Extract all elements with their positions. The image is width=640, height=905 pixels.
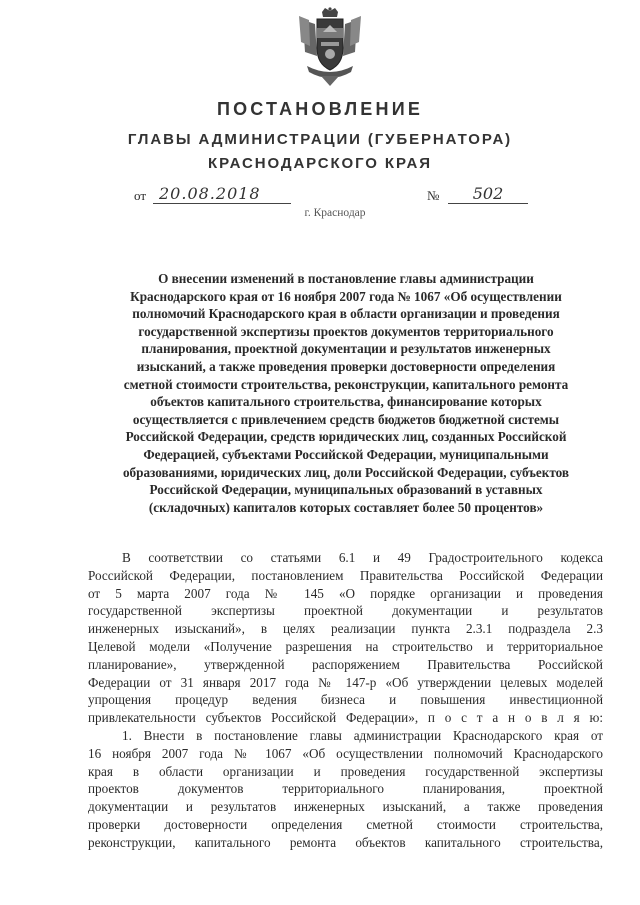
body-line: Федерации от 31 января 2017 года № 147-р «Об утверждении целевых моделей: [88, 674, 603, 690]
body-line: упрощения процедур ведения бизнеса и повышения инвестиционной: [88, 692, 603, 708]
document-heading: [86, 270, 606, 516]
body-line: Целевой модели «Получение разрешения на строительство и территориальное: [88, 638, 603, 654]
heading-line: образованиями, юридических лиц, доли Российской Федерации, субъектов: [122, 464, 570, 480]
heading-line: государственной экспертизы проектов документов территориального: [138, 323, 554, 339]
heading-line: (складочных) капиталов которых составляет более 50 процентов»: [148, 499, 544, 515]
body-line: реконструкции, капитального ремонта объектов капитального строительства,: [88, 834, 603, 850]
city-label: г. Краснодар: [304, 207, 366, 219]
coat-of-arms-emblem: [295, 6, 365, 88]
body-line: В соответствии со статьями 6.1 и 49 Градостроительного кодекса: [122, 550, 603, 565]
body-line: инженерных изысканий», в целях реализации пункта 2.3.1 подраздела 2.3: [88, 621, 603, 637]
heading-line: планирования, проектной документации и результатов инженерных: [141, 341, 551, 357]
heading-line: осуществляется с привлечением средств бюджетов бюджетной системы: [132, 411, 560, 427]
body-line: Российской Федерации, постановлением Правительства Российской Федерации: [88, 567, 603, 583]
body-line: привлекательности субъектов Российской Федерации», п о с т а н о в л я ю:: [88, 710, 603, 726]
document-type-title: ПОСТАНОВЛЕНИЕ: [216, 99, 424, 119]
heading-line: сметной стоимости строительства, реконструкции, капитального ремонта: [123, 376, 569, 392]
body-line: государственной экспертизы проектной документации и результатов: [88, 603, 603, 619]
body-line: от 5 марта 2007 года № 145 «О порядке организации и проведения: [88, 585, 603, 601]
heading-line: объектов капитального строительства, финансирование которых: [150, 394, 542, 410]
number-value: 502: [448, 184, 528, 204]
number-label: №: [427, 188, 440, 203]
heading-line: Российской Федерации, средств юридических лиц, созданных Российской: [125, 429, 567, 445]
date-value: 20.08.2018: [153, 184, 291, 204]
body-line: документации и результатов инженерных изысканий, а также проведения: [88, 799, 603, 815]
body-line: проверки достоверности определения сметной стоимости строительства,: [88, 816, 603, 832]
body-line: 1. Внести в постановление главы администрации Краснодарского края от: [122, 727, 603, 743]
document-body: [88, 549, 603, 852]
body-line: планирование», утвержденной распоряжением Правительства Российской: [88, 656, 603, 672]
date-number-row: [0, 185, 640, 207]
heading-line: О внесении изменений в постановление главы администрации: [158, 271, 534, 286]
body-line: проектов документов территориального планирования, проектной: [88, 781, 603, 797]
heading-line: Краснодарского края от 16 ноября 2007 года № 1067 «Об осуществлении: [130, 288, 562, 304]
heading-line: полномочий Краснодарского края в области организации и проведения: [132, 306, 560, 322]
heading-line: изысканий, а также проведения проверки достоверности определения: [136, 358, 556, 374]
body-line: 16 ноября 2007 года № 1067 «Об осуществлении полномочий Краснодарского: [88, 745, 603, 761]
region-title: КРАСНОДАРСКОГО КРАЯ: [208, 155, 432, 172]
body-line: края в области организации и проведения государственной экспертизы: [88, 763, 603, 779]
heading-line: Федерацией, субъектами Российской Федерации, муниципальными: [143, 446, 549, 462]
date-label: от: [134, 188, 147, 203]
heading-line: Российской Федерации, муниципальных образований в уставных: [149, 482, 543, 498]
issuer-title: ГЛАВЫ АДМИНИСТРАЦИИ (ГУБЕРНАТОРА): [127, 131, 513, 148]
